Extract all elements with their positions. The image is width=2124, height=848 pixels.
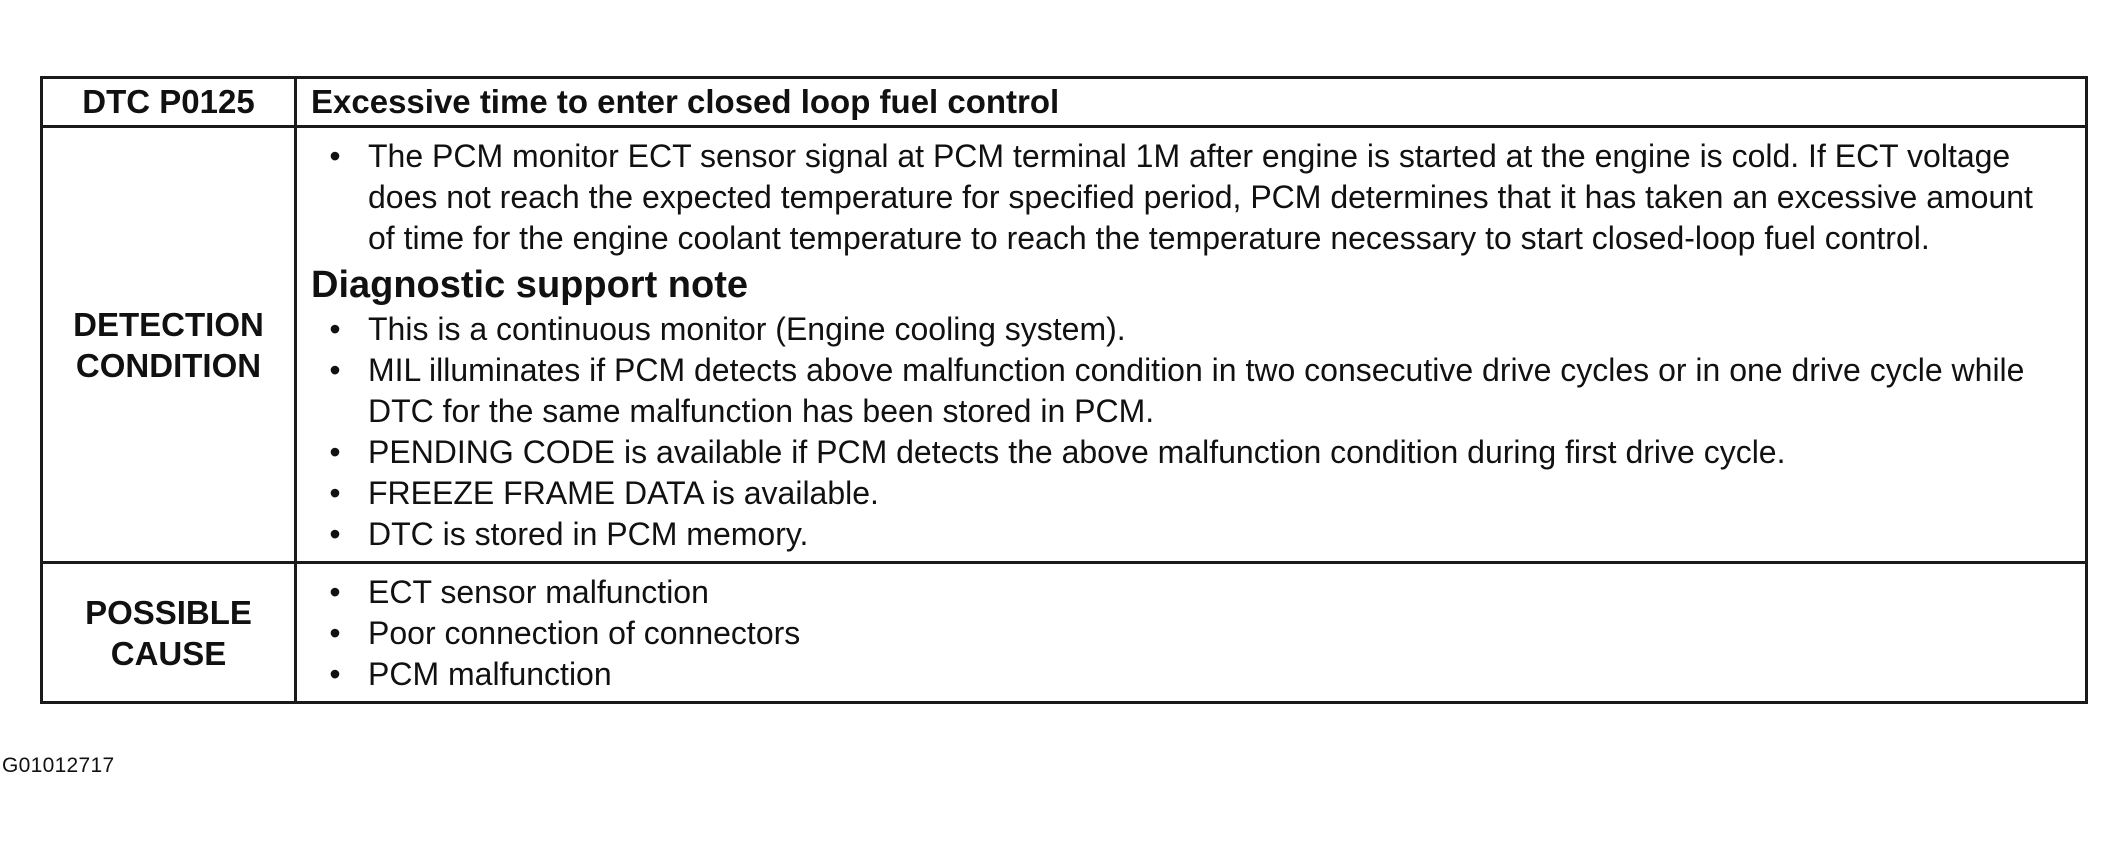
- dtc-title: Excessive time to enter closed loop fuel control: [296, 78, 2087, 127]
- bullet-icon: •: [329, 615, 341, 651]
- bullet-icon: •: [329, 516, 341, 552]
- cause-content: [296, 563, 2087, 703]
- diagnostic-note-heading: Diagnostic support note: [311, 264, 748, 306]
- dtc-table: [40, 76, 2088, 704]
- list-item: [311, 432, 2067, 473]
- note-item-text: MIL illuminates if PCM detects above malfunction condition in two consecutive drive cycles or in one drive cycle while DTC for the same malfunction has been stored in PCM.: [368, 352, 2025, 429]
- cause-list: [311, 572, 2067, 695]
- list-item: [311, 350, 2067, 432]
- detection-label-line1: DETECTION: [73, 305, 264, 343]
- bullet-icon: •: [329, 138, 341, 174]
- bullet-icon: •: [329, 574, 341, 610]
- cause-item-text: PCM malfunction: [368, 656, 612, 692]
- list-item: [311, 309, 2067, 350]
- detection-content: [296, 127, 2087, 563]
- header-row: [42, 78, 2087, 127]
- note-list: [311, 309, 2067, 555]
- cause-label-line1: POSSIBLE: [85, 593, 252, 631]
- detection-label: [42, 127, 296, 563]
- note-item-text: This is a continuous monitor (Engine cooling system).: [368, 311, 1126, 347]
- bullet-icon: •: [329, 475, 341, 511]
- list-item: [311, 654, 2067, 695]
- note-item-text: PENDING CODE is available if PCM detects the above malfunction condition during first drive cycle.: [368, 434, 1786, 470]
- bullet-icon: •: [329, 352, 341, 388]
- note-item-text: DTC is stored in PCM memory.: [368, 516, 809, 552]
- list-item: [311, 473, 2067, 514]
- list-item: [311, 613, 2067, 654]
- figure-id: G01012717: [2, 754, 115, 777]
- detection-item-text: The PCM monitor ECT sensor signal at PCM terminal 1M after engine is started at the engine is cold. If ECT voltage does not reach the expected temperature for specified period, PCM determines that it has taken an excessive amount of time for the engine coolant temperature to reach the temperature necessary to start closed-loop fuel control.: [368, 138, 2033, 256]
- dtc-code: DTC P0125: [42, 78, 296, 127]
- list-item: [311, 514, 2067, 555]
- cause-label-line2: CAUSE: [110, 634, 227, 672]
- cause-row: [42, 563, 2087, 703]
- bullet-icon: •: [329, 656, 341, 692]
- detection-label-line2: CONDITION: [75, 346, 262, 384]
- list-item: [311, 572, 2067, 613]
- list-item: [311, 136, 2067, 259]
- detection-row: [42, 127, 2087, 563]
- bullet-icon: •: [329, 434, 341, 470]
- note-item-text: FREEZE FRAME DATA is available.: [368, 475, 879, 511]
- detection-list: [311, 136, 2067, 259]
- cause-item-text: ECT sensor malfunction: [368, 574, 709, 610]
- bullet-icon: •: [329, 311, 341, 347]
- cause-item-text: Poor connection of connectors: [368, 615, 801, 651]
- cause-label: [42, 563, 296, 703]
